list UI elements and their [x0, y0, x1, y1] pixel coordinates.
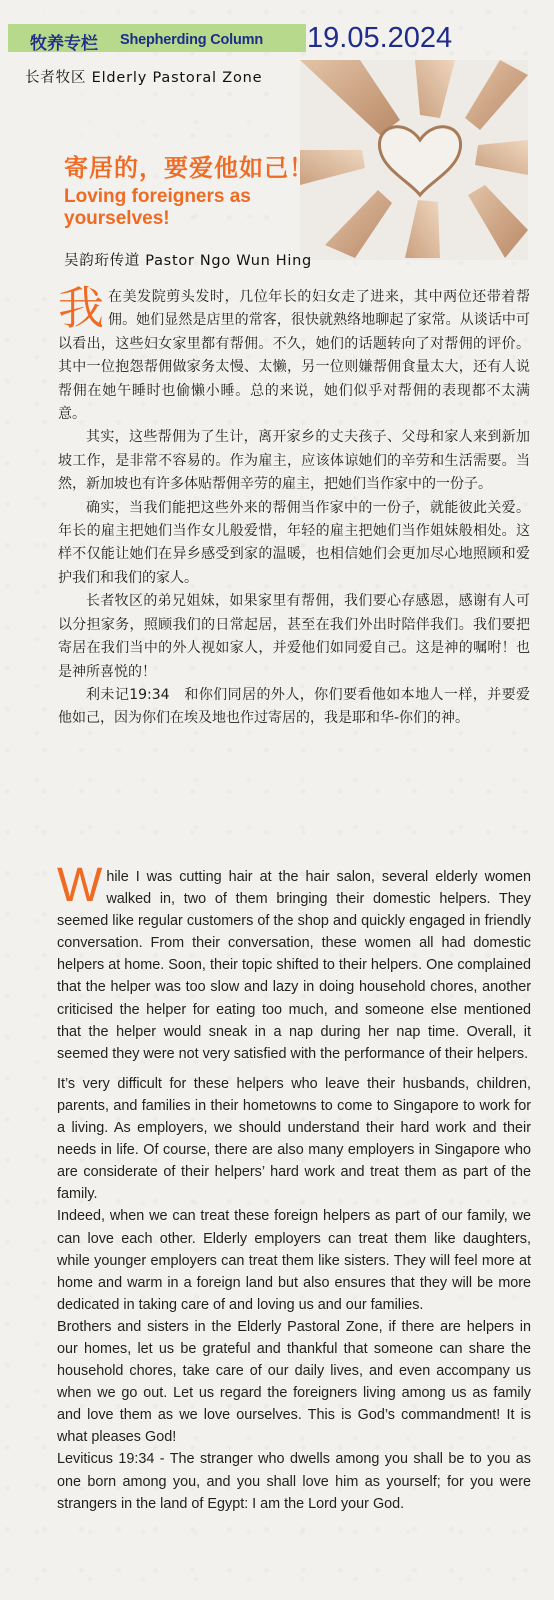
article-body-cn	[58, 281, 530, 731]
pastoral-zone-label: 长者牧区 Elderly Pastoral Zone	[25, 70, 263, 86]
en-dropcap: W	[57, 859, 103, 912]
cn-paragraph: 我在美发院剪头发时，几位年长的妇女走了进来，其中两位还带着帮佣。她们显然是店里的常客，很快就熟络地聊起了家常。从谈话中可以看出，这些妇女家里都有帮佣。不久，她们的话题转向了对帮佣的评价。其中一位抱怨帮佣做家务太慢、太懒，另一位则嫌帮佣食量太大，还有人说帮佣在她午睡时也偷懒小睡。总的来说，她们似乎对帮佣的表现都不太满意。	[58, 281, 530, 423]
column-title-cn: 牧养专栏	[30, 34, 98, 54]
en-paragraph: While I was cutting hair at the hair salon, several elderly women walked in, two of them bringing their domestic helpers. They seemed like regular customers of the shop and quickly engaged in friendly conversation. From their conversation, these women all had domestic helpers at home. Soon, their topic shifted to their helpers. One complained that the helper was too slow and lazy in doing household chores, another criticised the helper for eating too much, and someone else mentioned that the helper would sneak in a nap during her nap time. Overall, it seemed they were not very satisfied with the performance of their helpers.	[57, 859, 531, 1062]
article-title-en: Loving foreigners as yourselves!	[64, 186, 251, 229]
article-body-en	[57, 859, 531, 1515]
publish-date: 19.05.2024	[307, 22, 453, 54]
column-title-en: Shepherding Column	[120, 32, 264, 48]
cn-scripture: 利未记19:34 和你们同居的外人，你们要看他如本地人一样，并要爱他如己，因为你们在埃及地也作过寄居的，我是耶和华-你们的神。	[58, 686, 530, 727]
cn-paragraph: 确实，当我们能把这些外来的帮佣当作家中的一份子，就能彼此关爱。年长的雇主把她们当作女儿般爱惜，年轻的雇主把她们当作姐妹般相处。这样不仅能让她们在异乡感受到家的温暖，也相信她们会更加尽心地照顾和爱护我们和我们的家人。	[58, 499, 530, 586]
article-title-cn: 寄居的，要爱他如己！	[64, 154, 314, 182]
en-paragraph: It’s very difficult for these helpers who leave their husbands, children, parents, and families in their hometowns to come to Singapore to work for a living. As employers, we should understand their hard work and their needs in life. Of course, there are also many employers in Singapore who are considerate of their helpers’ hard work and treat them as part of the family.	[57, 1075, 531, 1203]
cn-paragraph: 其实，这些帮佣为了生计，离开家乡的丈夫孩子、父母和家人来到新加坡工作，是非常不容易的。作为雇主，应该体谅她们的辛劳和生活需要。当然，新加坡也有许多体贴帮佣辛劳的雇主，把她们当作家中的一份子。	[58, 429, 530, 493]
article-author: 吴韵珩传道 Pastor Ngo Wun Hing	[64, 253, 312, 269]
cn-paragraph: 长者牧区的弟兄姐妹，如果家里有帮佣，我们要心存感恩，感谢有人可以分担家务，照顾我们的日常起居，甚至在我们外出时陪伴我们。我们要把寄居在我们当中的外人视如家人，并爱他们如同爱自己。这是神的嘱咐！也是神所喜悦的！	[58, 593, 530, 680]
en-paragraph: Brothers and sisters in the Elderly Pastoral Zone, if there are helpers in our homes, let us be grateful and thankful that someone can share the household chores, take care of our daily lives, and even accompany us when we go out. Let us regard the foreigners living among us as family and love them as we love ourselves. This is God’s commandment! It is what pleases God!	[57, 1318, 531, 1446]
en-paragraph: Indeed, when we can treat these foreign helpers as part of our family, we can love each other. Elderly employers can treat them like daughters, while younger employers can treat them like sisters. They will feel more at home and warm in a foreign land but also ensures that they will be more dedicated in taking care of and loving us and our families.	[57, 1208, 531, 1313]
en-scripture: Leviticus 19:34 - The stranger who dwells among you shall be to you as one born among you, and you shall love him as yourself; for you were strangers in the land of Egypt: I am the Lord your God.	[57, 1451, 531, 1512]
cn-dropcap: 我	[58, 281, 104, 335]
